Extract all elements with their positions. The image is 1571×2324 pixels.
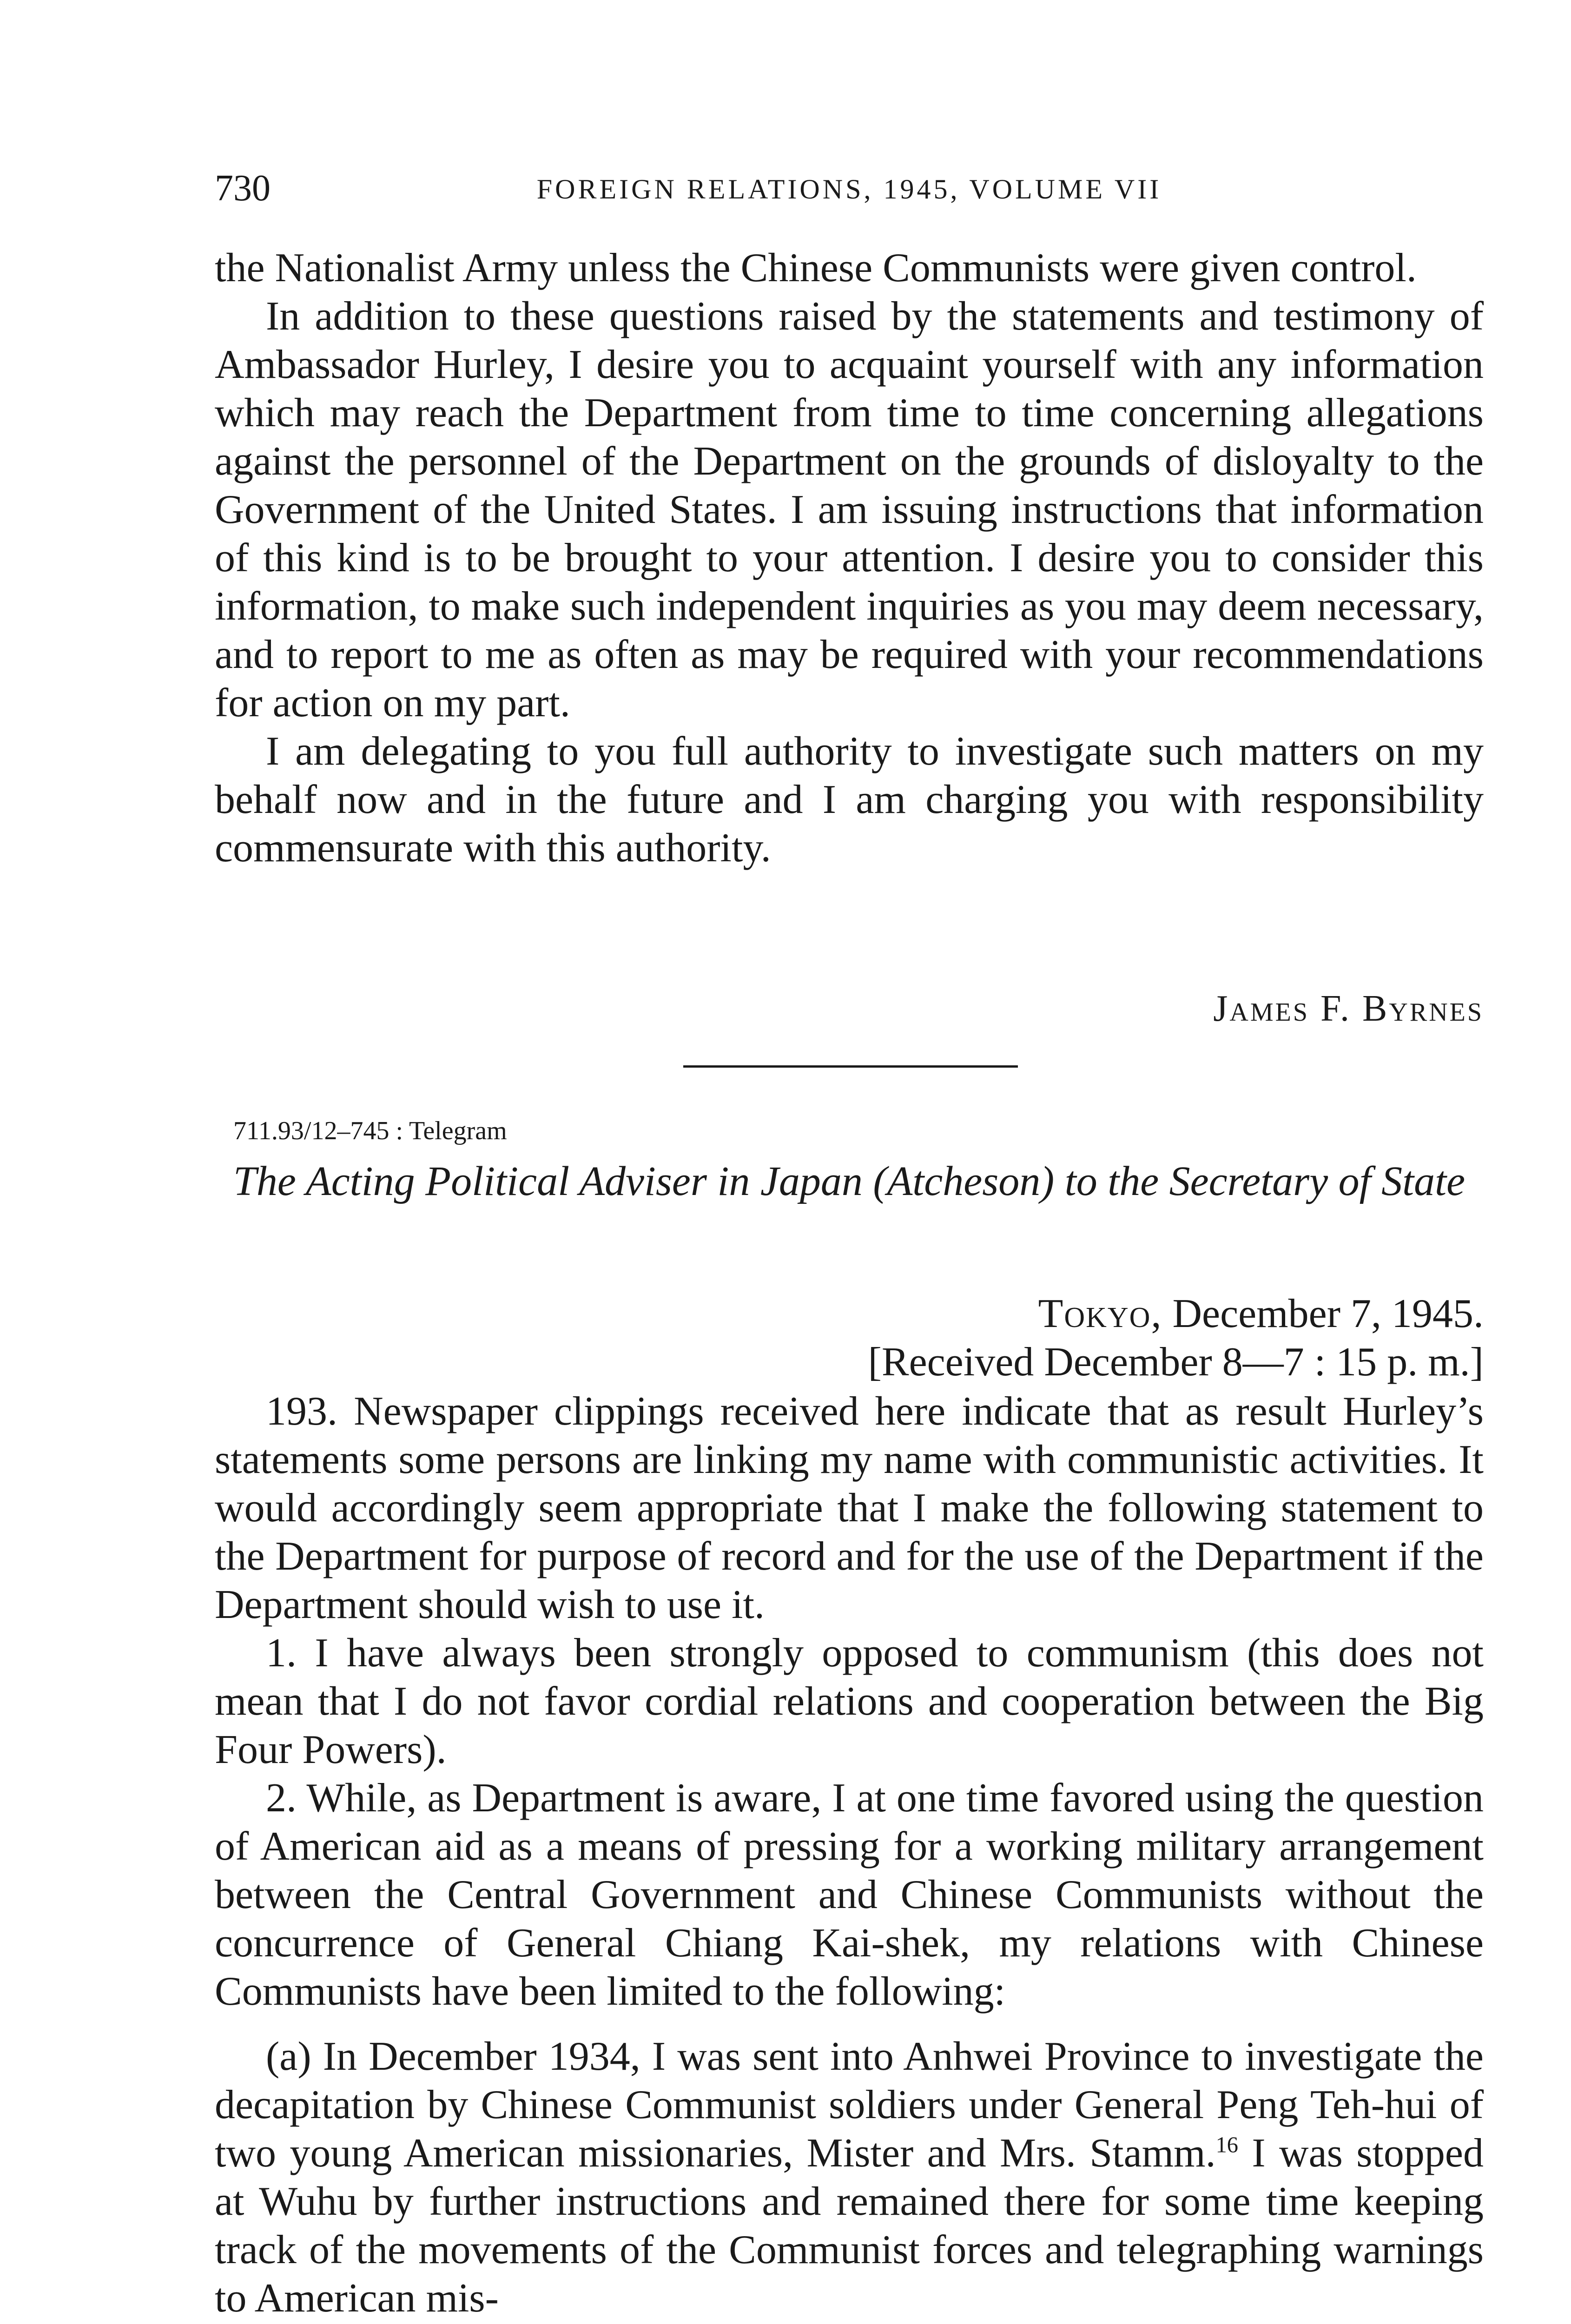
dateline-date: December 7, 1945. (1172, 1291, 1484, 1336)
telegram-subitem-a (215, 2033, 1484, 2323)
signature: James F. Byrnes (1213, 988, 1484, 1029)
running-head: FOREIGN RELATIONS, 1945, VOLUME VII (536, 174, 1162, 205)
dateline-received: [Received December 8—7 : 15 p. m.] (868, 1340, 1484, 1385)
telegram-item-2: 2. While, as Department is aware, I at one time favored using the question of American aid as a means of pressing for a working military arrangement between the Central Government and Chinese Communists without the concurrence of General Chiang Kai-shek, my relations with Chinese Communists have been limited to the following: (215, 1776, 1484, 2014)
letter-paragraph: I am delegating to you full authority to investigate such matters on my behalf now and in the future and I am charging you with responsibility commensurate with this authority. (215, 729, 1484, 871)
dateline-sent (868, 1290, 1484, 1338)
letter-body (215, 244, 1484, 872)
file-number: 711.93/12–745 : Telegram (233, 1116, 507, 1145)
section-divider (683, 1065, 1018, 1068)
page-header (215, 165, 1484, 216)
letter-paragraph: In addition to these questions raised by the statements and testimony of Ambassador Hurley, I desire you to acquaint yourself with any information which may reach the Department from time to time concerning allegations against the personnel of the Department on the grounds of disloyalty to the Government of the United States. I am issuing instructions that information of this kind is to be brought to your attention. I desire you to consider this information, to make such independent inquiries as you may deem necessary, and to report to me as often as may be required with your recommendations for action on my part. (215, 294, 1484, 726)
dateline-place: Tokyo, (1038, 1291, 1162, 1336)
dateline (868, 1290, 1484, 1386)
document-title: The Acting Political Adviser in Japan (Atcheson) to the Secretary of State (233, 1158, 1465, 1204)
subitem-text: In December 1934, I was sent into Anhwei Province to investigate the decapitation by Chinese Communist soldiers under General Peng Teh-hui of two young American missionaries, Mister and Mrs. Stamm. (215, 2034, 1484, 2176)
telegram-body (215, 1387, 1484, 2323)
page-number: 730 (215, 168, 271, 209)
telegram-item-1: 1. I have always been strongly opposed to communism (this does not mean that I do not favor cordial relations and cooperation between the Big Four Powers). (215, 1631, 1484, 1772)
letter-continuation: the Nationalist Army unless the Chinese Communists were given control. (215, 245, 1417, 290)
telegram-intro: 193. Newspaper clippings received here indicate that as result Hurley’s statements some persons are linking my name with communistic activities. It would accordingly seem appropriate that I make the following statement to the Department for purpose of record and for the use of the Department if the Department should wish to use it. (215, 1389, 1484, 1627)
footnote-reference: 16 (1215, 2133, 1238, 2158)
subitem-label: (a) (266, 2034, 311, 2079)
subitem-text: I was stopped at Wuhu by further instructions and remained there for some time keeping track of the movements of the Communist forces and telegraphing warnings to American mis- (215, 2131, 1484, 2321)
